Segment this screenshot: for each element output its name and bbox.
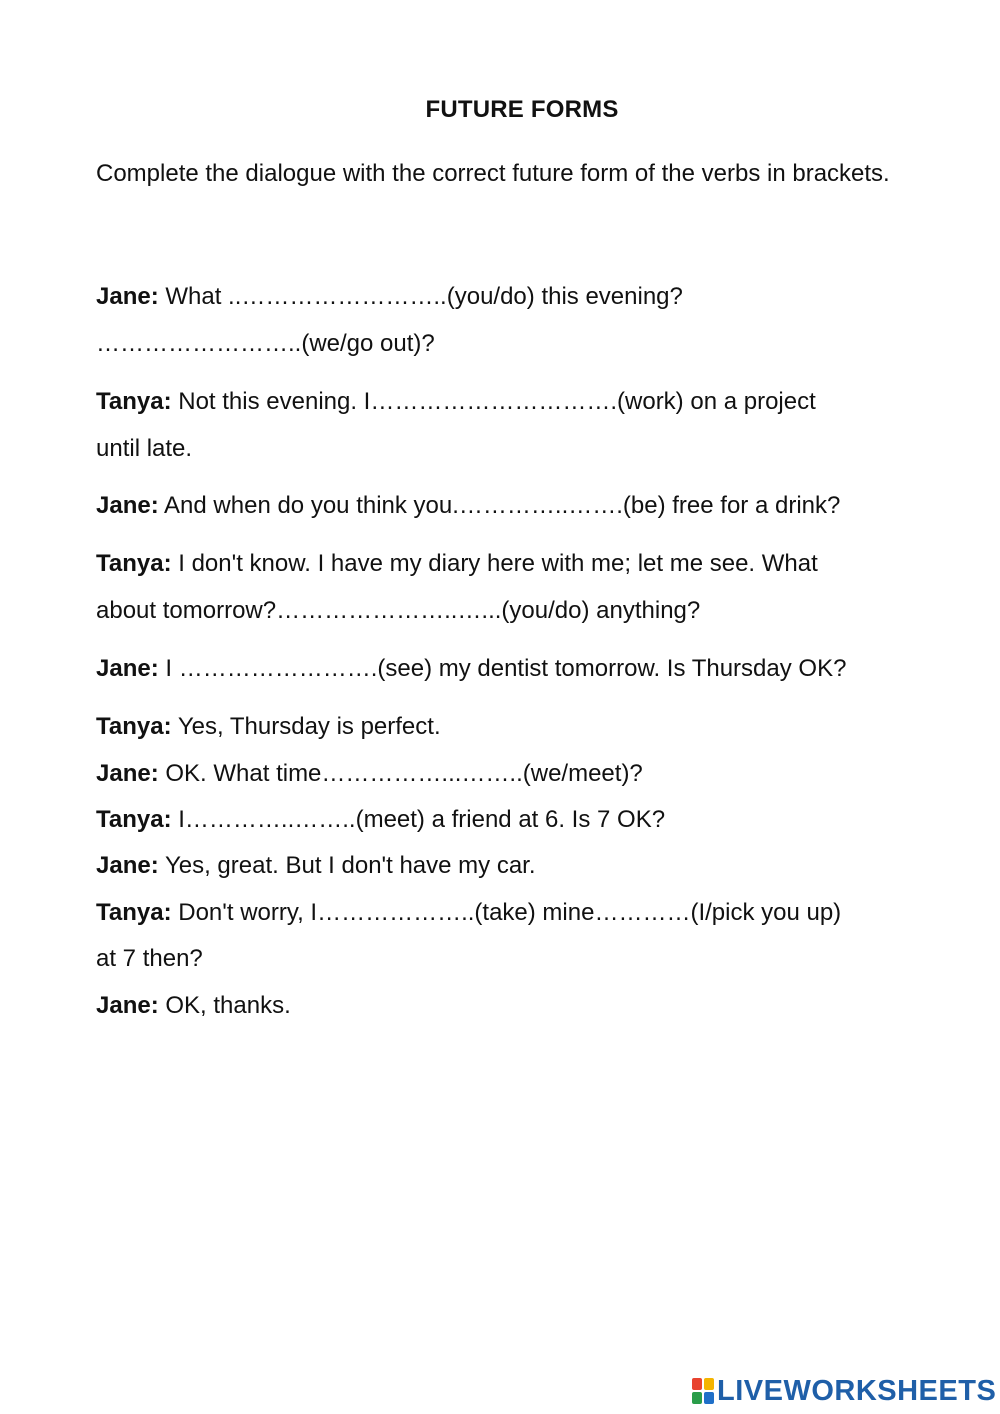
dialogue-text: I don't know. I have my diary here with me; let me see. What xyxy=(171,550,818,577)
dialogue-line xyxy=(96,852,536,880)
dialogue-line xyxy=(96,806,665,834)
dialogue-text: Don't worry, I………………..(take) mine…………(I/pick you up) xyxy=(171,899,842,926)
speaker-name: Tanya: xyxy=(96,806,172,833)
liveworksheets-logo-icon xyxy=(692,1378,714,1404)
dialogue-line xyxy=(96,597,700,625)
dialogue-text: about tomorrow?…………………..…...(you/do) anything? xyxy=(96,597,701,624)
speaker-name: Tanya: xyxy=(96,388,172,415)
instructions: Complete the dialogue with the correct future form of the verbs in brackets. xyxy=(96,160,890,187)
dialogue-text: I …………………….(see) my dentist tomorrow. Is Thursday OK? xyxy=(158,655,847,682)
dialogue-text: ……………………..(we/go out)? xyxy=(96,330,435,357)
liveworksheets-logo xyxy=(692,1374,996,1408)
page-title: FUTURE FORMS xyxy=(425,96,619,123)
dialogue-line xyxy=(96,945,203,973)
speaker-name: Jane: xyxy=(96,492,159,519)
dialogue-line xyxy=(96,992,291,1020)
speaker-name: Tanya: xyxy=(96,899,172,926)
speaker-name: Jane: xyxy=(96,655,159,682)
logo-text: LIVEWORKSHEETS xyxy=(717,1374,997,1407)
speaker-name: Tanya: xyxy=(96,550,172,577)
dialogue-text: until late. xyxy=(96,435,193,462)
dialogue-line xyxy=(96,283,683,311)
speaker-name: Jane: xyxy=(96,283,159,310)
dialogue-line xyxy=(96,713,441,741)
dialogue-text: Not this evening. I………………………….(work) on a project xyxy=(171,388,816,415)
dialogue-text: Yes, great. But I don't have my car. xyxy=(158,852,536,879)
dialogue-line xyxy=(96,550,818,578)
dialogue-text: And when do you think you.…………..…….(be) free for a drink? xyxy=(158,492,841,519)
logo-square-blue xyxy=(704,1392,714,1404)
logo-square-yellow xyxy=(704,1378,714,1390)
dialogue-text: I…………..……..(meet) a friend at 6. Is 7 OK? xyxy=(171,806,666,833)
speaker-name: Jane: xyxy=(96,992,159,1019)
dialogue-text: OK. What time……………...……..(we/meet)? xyxy=(158,760,643,787)
dialogue-line xyxy=(96,492,840,520)
speaker-name: Jane: xyxy=(96,852,159,879)
dialogue-text: Yes, Thursday is perfect. xyxy=(171,713,441,740)
dialogue-text: at 7 then? xyxy=(96,945,203,972)
dialogue-line xyxy=(96,655,846,683)
dialogue-line xyxy=(96,760,643,788)
speaker-name: Tanya: xyxy=(96,713,172,740)
dialogue-line xyxy=(96,435,192,463)
speaker-name: Jane: xyxy=(96,760,159,787)
dialogue-text: What ..……………………..(you/do) this evening? xyxy=(158,283,683,310)
dialogue-line xyxy=(96,899,841,927)
dialogue-line xyxy=(96,330,435,358)
logo-square-green xyxy=(692,1392,702,1404)
dialogue-line xyxy=(96,388,816,416)
dialogue-text: OK, thanks. xyxy=(158,992,291,1019)
logo-square-red xyxy=(692,1378,702,1390)
